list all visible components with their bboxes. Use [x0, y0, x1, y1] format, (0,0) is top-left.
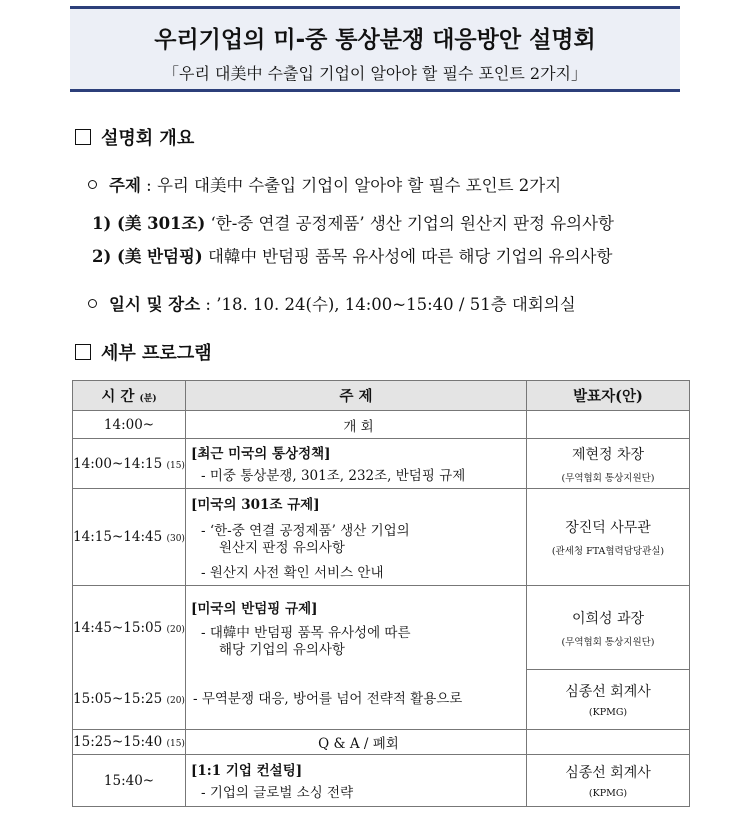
square-bullet-icon — [75, 344, 91, 360]
date-place-line — [88, 291, 576, 315]
header-topic: 주 제 — [186, 381, 527, 411]
row-topic: 개 회 — [186, 411, 527, 439]
row-time: 15:40~ — [73, 755, 186, 807]
document-subtitle: 「우리 대美中 수출입 기업이 알아야 할 필수 포인트 2가지」 — [163, 64, 587, 83]
circle-bullet-icon — [88, 180, 97, 189]
program-heading: 세부 프로그램 — [75, 339, 212, 365]
point-1-text: ‘한-중 연결 공정제품’ 생산 기업의 원산지 판정 유의사항 — [205, 214, 614, 233]
point-2 — [92, 243, 612, 267]
row-time: 15:25~15:40 (15) — [73, 730, 186, 755]
table-row — [73, 670, 690, 730]
square-bullet-icon — [75, 129, 91, 145]
row-topic: - 무역분쟁 대응, 방어를 넘어 전략적 활용으로 — [186, 670, 527, 730]
row-speaker: 심종선 회계사 (KPMG) — [527, 670, 690, 730]
table-header-row — [73, 381, 690, 411]
row-time: 14:45~15:05 (20) — [73, 586, 186, 670]
header-speaker: 발표자(안) — [527, 381, 690, 411]
point-1-label: 1) (美 301조) — [92, 214, 206, 233]
row-time: 14:00~ — [73, 411, 186, 439]
point-1 — [92, 210, 614, 234]
row-time: 15:05~15:25 (20) — [73, 670, 186, 730]
row-time: 14:15~14:45 (30) — [73, 489, 186, 586]
point-2-label: 2) (美 반덤핑) — [92, 247, 203, 266]
topic-line — [88, 172, 561, 196]
header-time: 시 간 (분) — [73, 381, 186, 411]
date-place-label: 일시 및 장소 — [109, 295, 201, 314]
date-place-value: : ’18. 10. 24(수), 14:00~15:40 / 51층 대회의실 — [200, 295, 576, 314]
row-time: 14:00~14:15 (15) — [73, 439, 186, 489]
row-speaker: 심종선 회계사 (KPMG) — [527, 755, 690, 807]
row-speaker: 장진덕 사무관 (관세청 FTA협력담당관실) — [527, 489, 690, 586]
table-row — [73, 730, 690, 755]
row-topic: Q & A / 폐회 — [186, 730, 527, 755]
table-row — [73, 439, 690, 489]
row-speaker: 이희성 과장 (무역협회 통상지원단) — [527, 586, 690, 670]
overview-heading: 설명회 개요 — [75, 124, 194, 150]
table-row — [73, 755, 690, 807]
row-topic: [미국의 301조 규제] - ‘한-중 연결 공정제품’ 생산 기업의 원산지 판정 유의사항 - 원산지 사전 확인 서비스 안내 — [186, 489, 527, 586]
program-table — [72, 380, 690, 807]
row-speaker: 제현정 차장 (무역협회 통상지원단) — [527, 439, 690, 489]
row-topic: [1:1 기업 컨설팅] - 기업의 글로벌 소싱 전략 — [186, 755, 527, 807]
point-2-text: 대韓中 반덤핑 품목 유사성에 따른 해당 기업의 유의사항 — [202, 247, 613, 266]
table-row — [73, 586, 690, 670]
topic-value: : 우리 대美中 수출입 기업이 알아야 할 필수 포인트 2가지 — [140, 176, 562, 195]
table-row — [73, 489, 690, 586]
table-row — [73, 411, 690, 439]
row-topic: [최근 미국의 통상정책] - 미중 통상분쟁, 301조, 232조, 반덤핑 규제 — [186, 439, 527, 489]
document-title: 우리기업의 미-중 통상분쟁 대응방안 설명회 — [154, 27, 596, 53]
row-topic: [미국의 반덤핑 규제] - 대韓中 반덤핑 품목 유사성에 따른 해당 기업의 유의사항 — [186, 586, 527, 670]
circle-bullet-icon — [88, 299, 97, 308]
topic-label: 주제 — [109, 176, 141, 195]
title-banner — [70, 6, 680, 92]
